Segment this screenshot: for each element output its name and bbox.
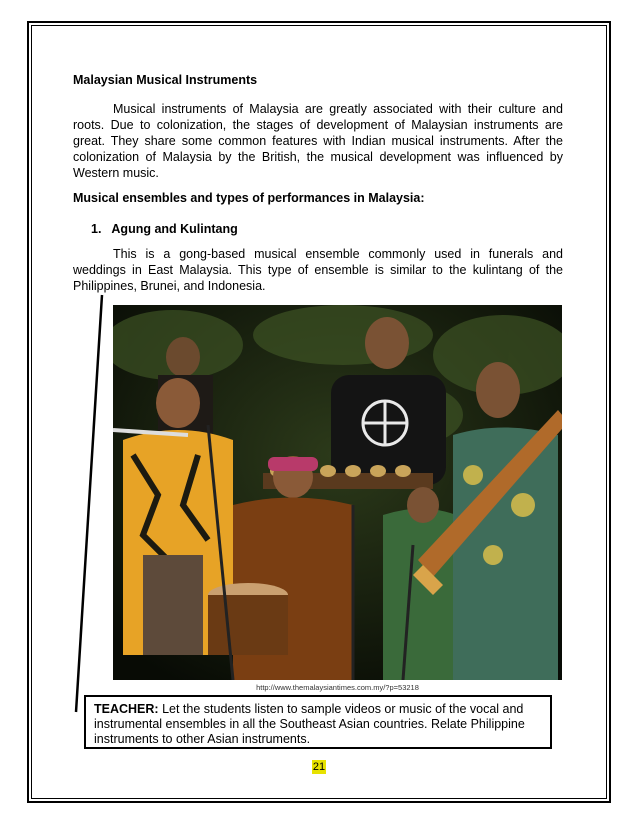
teacher-note-text: Let the students listen to sample videos or music of the vocal and instrumental ensembles in all the Southeast Asian countries. Relate Philippine instruments to other Asian instruments. [94, 702, 525, 746]
list-item-label: Agung and Kulintang [111, 222, 238, 236]
intro-paragraph: Musical instruments of Malaysia are greatly associated with their culture and roots. Due to colonization, the stages of development of Malaysian instruments are great. They share some common features with Indian musical instruments. After the colonization of Malaysia by the British, the musical development was influenced by Western music. [73, 102, 563, 180]
ensemble-photo [113, 305, 562, 680]
page-number: 21 [312, 761, 326, 773]
ensembles-subheading: Musical ensembles and types of performances in Malaysia: [73, 191, 425, 205]
teacher-note-box [84, 695, 552, 749]
teacher-note-label: TEACHER: [94, 702, 159, 716]
photo-caption: http://www.themalaysiantimes.com.my/?p=53218 [256, 683, 419, 692]
section-heading: Malaysian Musical Instruments [73, 73, 258, 87]
list-item-description: This is a gong-based musical ensemble commonly used in funerals and weddings in East Malaysia. This type of ensemble is similar to the kulintang of the Philippines, Brunei, and Indonesia. [73, 247, 563, 293]
list-item-number: 1. [91, 222, 102, 236]
